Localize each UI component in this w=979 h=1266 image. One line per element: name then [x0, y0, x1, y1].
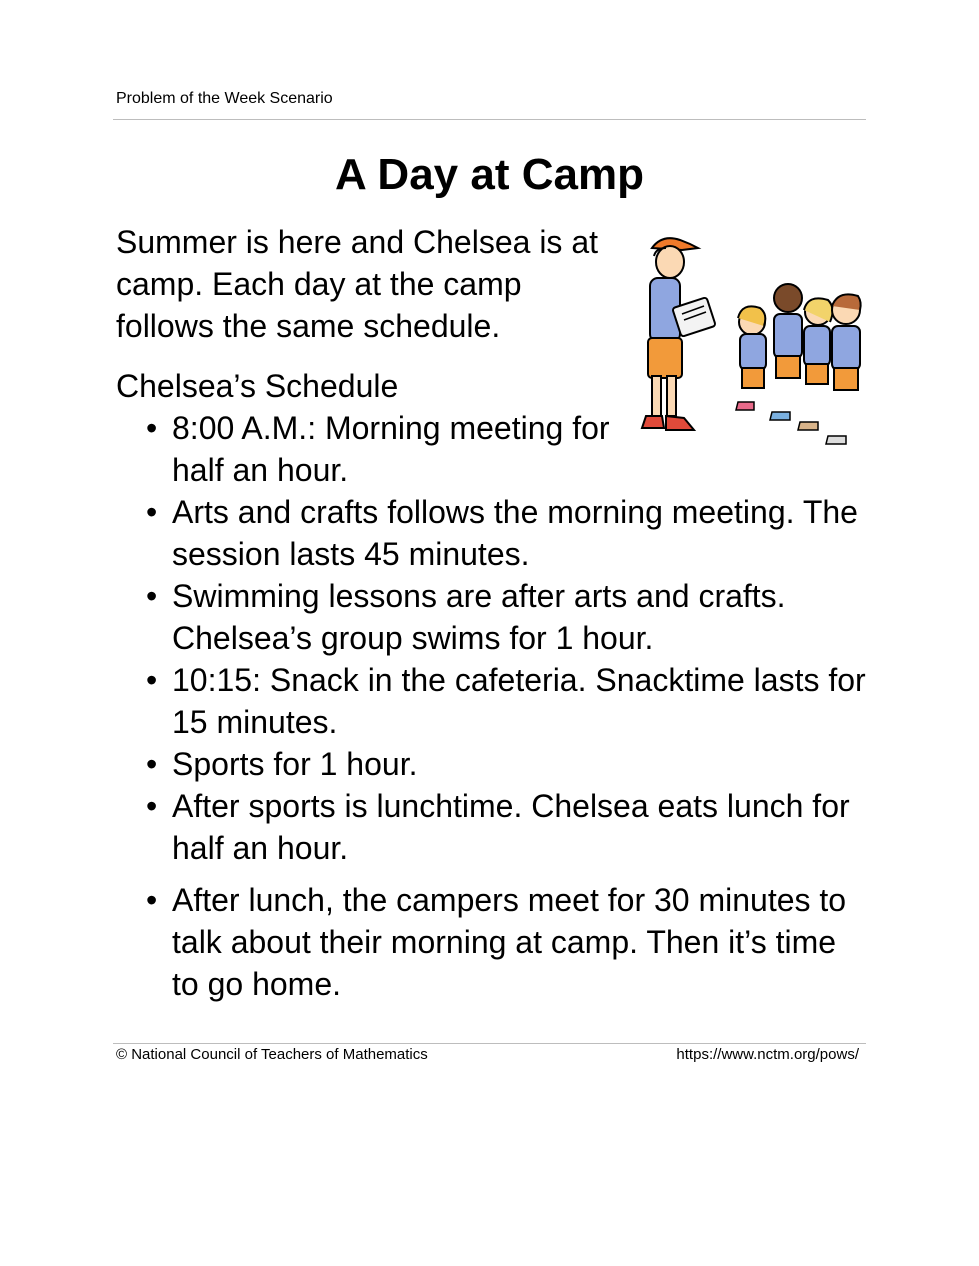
bullet-icon: • [146, 746, 158, 782]
bullet-icon: • [146, 410, 158, 446]
list-item-text: 8:00 A.M.: Morning meeting for half an hour. [172, 410, 610, 488]
list-item-text: Arts and crafts follows the morning meeting. The session lasts 45 minutes. [172, 494, 858, 572]
header-label: Problem of the Week Scenario [116, 90, 333, 107]
bullet-icon: • [146, 578, 158, 614]
list-item [140, 407, 612, 491]
schedule-heading: Chelsea’s Schedule [116, 368, 399, 404]
bullet-icon: • [146, 788, 158, 824]
footer-divider [113, 1043, 866, 1044]
counselor-figure [642, 238, 716, 430]
bullet-icon: • [146, 882, 158, 918]
list-item [140, 659, 870, 743]
list-item [140, 743, 870, 785]
list-item-text: 10:15: Snack in the cafeteria. Snacktime lasts for 15 minutes. [172, 662, 866, 740]
bullet-icon: • [146, 494, 158, 530]
list-item [140, 491, 870, 575]
bullet-icon: • [146, 662, 158, 698]
list-item [140, 575, 870, 659]
list-item-text: Swimming lessons are after arts and crafts. Chelsea’s group swims for 1 hour. [172, 578, 786, 656]
list-item-text: After sports is lunchtime. Chelsea eats lunch for half an hour. [172, 788, 850, 866]
list-item-text: Sports for 1 hour. [172, 746, 418, 782]
list-item [140, 785, 870, 869]
footer-copyright: © National Council of Teachers of Mathematics [116, 1046, 428, 1063]
header-divider [113, 119, 866, 120]
list-item-text: After lunch, the campers meet for 30 minutes to talk about their morning at camp. Then it’s time to go home. [172, 882, 847, 1002]
intro-paragraph: Summer is here and Chelsea is at camp. Each day at the camp follows the same schedule. [116, 224, 598, 344]
page-title: A Day at Camp [335, 150, 644, 199]
schedule-list [140, 407, 870, 1005]
list-item [140, 879, 870, 1005]
footer-url: https://www.nctm.org/pows/ [676, 1046, 859, 1063]
